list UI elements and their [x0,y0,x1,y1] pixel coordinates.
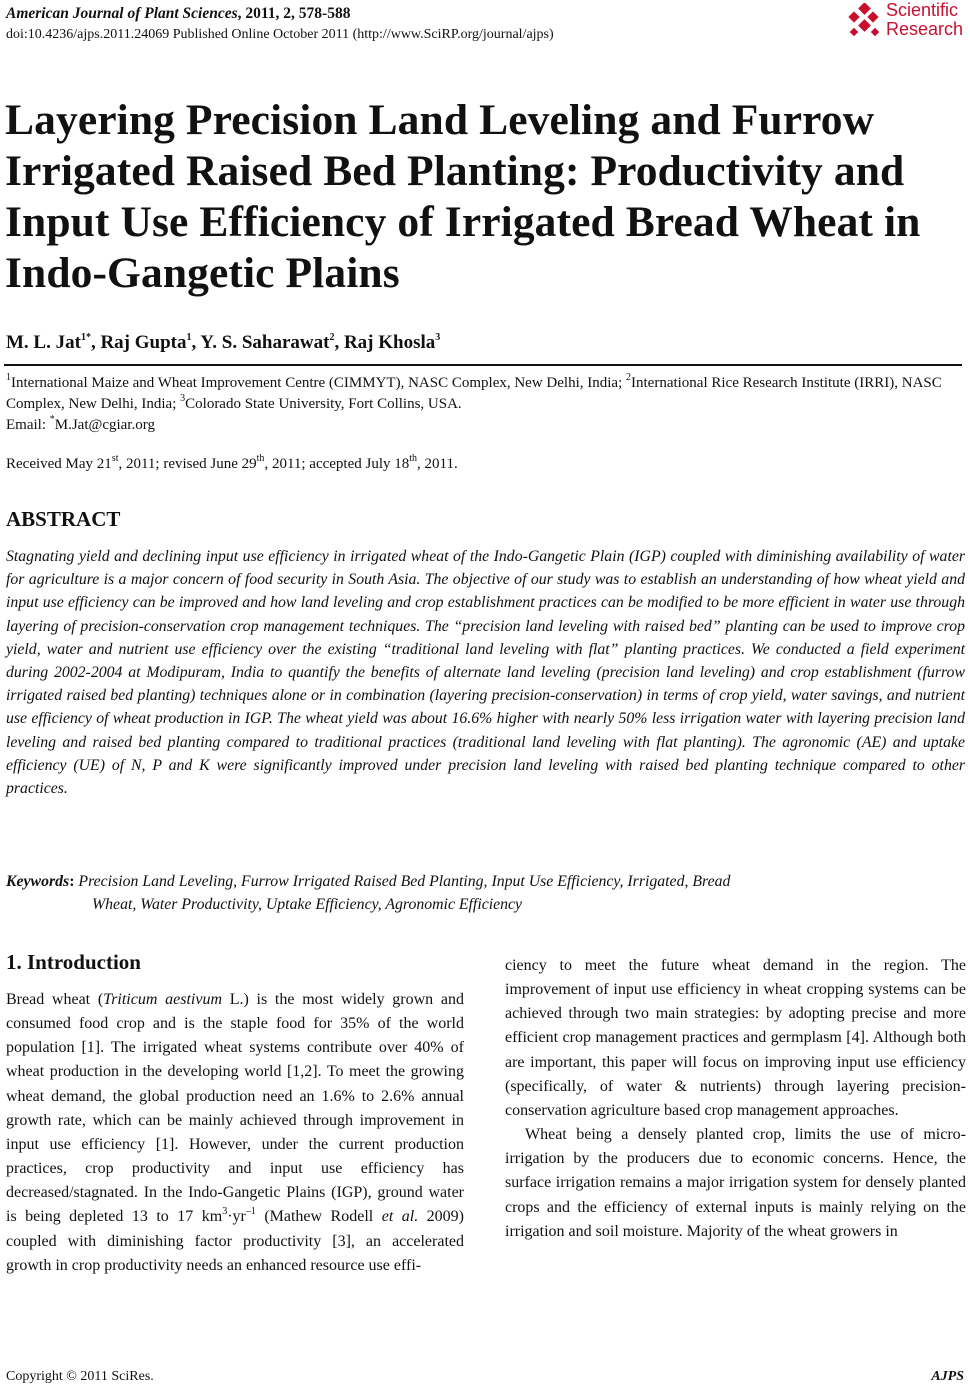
author-affiliation-mark: 1 [186,331,192,343]
column-right [505,954,966,1244]
keywords-line-1: Precision Land Leveling, Furrow Irrigated Raised Bed Planting, Input Use Efficiency, Irrigated, Bread [78,873,731,890]
affiliation-csu: Colorado State University, Fort Collins, USA. [185,396,462,412]
author-name: M. L. Jat [6,332,81,353]
received-dates [6,453,458,473]
affiliation-cimmyt: International Maize and Wheat Improvement Centre (CIMMYT), NASC Complex, New Delhi, India; [11,375,626,391]
affiliation-irri: International Rice Research Institute (IRRI), NASC Complex, New Delhi, India; [6,375,942,412]
ordinal-suffix: th [256,453,265,464]
logo-text-scientific: Scientific [886,0,959,20]
author-affiliation-mark: 2 [329,331,335,343]
intro-paragraph-2: Wheat being a densely planted crop, limits the use of micro-irrigation by the producers due to economic concerns. Hence, the surface irrigation remains a major irrigation system for densely planted crops and the efficiency of external inputs is mainly relying on the irrigation and soil moisture. Majority of the wheat growers in [505,1126,966,1240]
year-text: , 2011. [417,456,458,472]
article-title: Layering Precision Land Leveling and Furrow Irrigated Raised Bed Planting: Productivity and Input Use Efficiency of Irrigated Bread Wheat in Indo-Gangetic Plains [5,96,921,297]
intro-paragraph-1 [6,988,464,1278]
author-affiliation-mark: 3 [435,331,441,343]
journal-name: American Journal of Plant Sciences [6,5,238,22]
copyright-footer: Copyright © 2011 SciRes. [6,1369,154,1384]
author-affiliation-mark: 1* [80,331,91,343]
received-text: Received May 21 [6,456,112,472]
journal-citation [6,3,554,24]
section-heading-introduction: 1. Introduction [6,950,141,974]
text-run: 2009) coupled with diminishing factor productivity [3], an accelerated growth in crop productivity needs an enhanced resource use effi- [6,1208,465,1274]
text-run: ·yr [227,1208,246,1226]
email-address[interactable]: M.Jat@cgiar.org [54,417,155,433]
journal-volume-pages: , 2011, 2, 578-588 [237,5,351,22]
email-line [6,415,966,436]
abstract-body: Stagnating yield and declining input use efficiency in irrigated wheat of the Indo-Gangetic Plain (IGP) coupled with diminishing availability of water for agriculture is a major concern of food security in South Asia. The objective of our study was to establish an understanding of how wheat yield and input use efficiency can be improved and how land leveling and crop establishment practices can be modified to be more efficient in water use through layering of precision-conservation crop management techniques. The “precision land leveling with raised bed” planting can be used to improve crop yield, water and nutrient use efficiency over the existing “traditional land leveling with flat” planting practices. We conducted a field experiment during 2002-2004 at Modipuram, India to quantify the benefits of alternate land leveling (precision land leveling) and crop establishment (furrow irrigated raised bed planting) techniques alone or in combination (layering precision-conservation) in terms of crop yield, water savings, and nutrient use efficiency of wheat production in IGP. The wheat yield was about 16.6% higher with nearly 50% less irrigation water with layering precision land leveling and raised bed planting compared to traditional practices (traditional land leveling with flat planting). The agronomic (AE) and uptake efficiency (UE) of N, P and K were significantly improved under precision land leveling with raised bed planting technique compared to other practices. [6,548,965,798]
affiliation-mark: 2 [626,372,631,383]
corresponding-mark: * [49,414,55,425]
species-name: Triticum aestivum [103,991,222,1008]
affiliation-lines [6,373,966,415]
accepted-text: , 2011; accepted July 18 [264,456,410,472]
ordinal-suffix: th [409,453,418,464]
author-list: M. L. Jat$^{1*}$, Raj Gupta$^1$, Y. S. Saharawat$^2$, Raj Khosla$^3$ [6,331,441,353]
column-left [6,988,464,1278]
email-label: Email: [6,417,50,433]
author-name: Raj Khosla [343,332,436,353]
affiliation-mark: 1 [6,372,11,383]
text-run: (Mathew Rodell [255,1208,382,1226]
journal-header [6,3,554,45]
text-run: Bread wheat ( [6,991,104,1008]
scirp-logo-icon [846,3,884,41]
keywords-label: Keywords [6,873,70,890]
affiliation-mark: 3 [180,393,186,404]
intro-paragraph-continued: ciency to meet the future wheat demand in the region. The improvement of input use efficiency in wheat cropping systems can be achieved through two main strategies: by adopting precise and more efficient crop management practices and germplasm [4]. Although both are important, this paper will focus on improving input use efficiency (specifically, of water & nutrients) through layering precision-conservation agriculture based crop management approaches. [505,957,966,1119]
et-al: et al. [381,1208,419,1226]
doi-line: doi:10.4236/ajps.2011.24069 Published Online October 2011 (http://www.SciRP.org/journal/ajps) [6,27,554,42]
author-name: Raj Gupta [100,332,187,353]
ordinal-suffix: st [111,453,119,464]
revised-text: , 2011; revised June 29 [118,456,257,472]
keywords: Keywords: Precision Land Leveling, Furrow Irrigated Raised Bed Planting, Input Use Efficiency, Irrigated, Bread Wheat, Water Productivity, Uptake Efficiency, Agronomic Efficiency [6,870,730,916]
publisher-logo [846,1,966,43]
affiliations [6,373,966,436]
author-name: Y. S. Saharawat [200,332,330,353]
keywords-line-2: Wheat, Water Productivity, Uptake Efficiency, Agronomic Efficiency [92,896,523,913]
superscript: 3 [222,1206,228,1218]
logo-text-research: Research [886,19,964,39]
journal-abbreviation: AJPS [931,1369,964,1384]
superscript: –1 [245,1206,256,1218]
text-run: L.) is the most widely grown and consumed food crop and is the staple food for 35% of the world population [1]. The irrigated wheat systems contribute over 40% of wheat production in the developing world [1,2]. To meet the growing wheat demand, the global production need an 1.6% to 2.6% annual growth rate, which can be mainly achieved through improvement in input use efficiency [1]. However, under the current production practices, crop productivity and input use efficiency has decreased/stagnated. In the Indo-Gangetic Plains (IGP), ground water is being depleted 13 to 17 km [6,991,464,1226]
abstract-heading: ABSTRACT [6,507,121,531]
header-divider [4,364,962,366]
